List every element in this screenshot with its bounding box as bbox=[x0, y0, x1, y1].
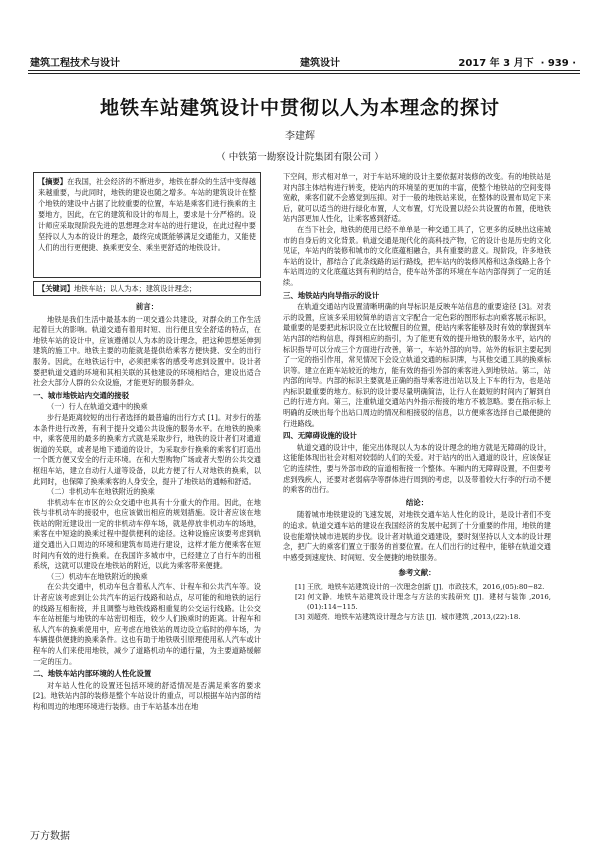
body-paragraph: 在当下社会，地铁的使用已经不单单是一种交通工具了，它更多的反映出这座城市的自身后的文化背景。轨道交通是现代化的高科技产物，它的设计也是历史的文化见证，车站内的装修和城市的文化底蕴相融合，具有重要的意义。现阶段，许多地铁车站的设计，都结合了此条线路的运行路线，把车站内的装修风格和这条线路上各个车站周边的文化底蕴达到有利的结合，使车站外部的环境在车站内部得到了一定的延续。 bbox=[283, 224, 551, 287]
section-heading: 一、城市地铁站内交通的接驳 bbox=[33, 390, 130, 400]
footer-watermark: 万方数据 bbox=[30, 831, 70, 842]
section-name: 建筑设计 bbox=[300, 58, 340, 69]
issue-and-page bbox=[458, 54, 576, 69]
right-column bbox=[283, 172, 551, 622]
subsection-heading: （一）行人在轨道交通中的换乘 bbox=[47, 402, 148, 412]
section-heading: 三、地铁站内向导指示的设计 bbox=[283, 290, 380, 300]
abstract-paragraph bbox=[38, 176, 256, 253]
header-rule-thin bbox=[28, 73, 580, 74]
author-name: 李建辉 bbox=[285, 131, 315, 142]
issue-date: 2017 年 3 月下 bbox=[458, 58, 534, 69]
page-number: · 939 · bbox=[540, 58, 576, 69]
keywords-box bbox=[33, 281, 261, 296]
article-title: 地铁车站建筑设计中贯彻以人为本理念的探讨 bbox=[99, 97, 500, 119]
body-paragraph: 轨道交通的设计中，能完出体现以人为本的设计理念的地方就是无障碍的设计，这能能体现出社会对相对较弱的人们的关爱。对于站内的出入通道的设计，应该保证它的连续性，要与外部市政的盲道相衔接一个整体。车厢内的无障碍设置，不但要考虑到残疾人，还要对老弱病孕等群体进行周到的考虑，以及带着较大行李的行动不便的乘客的出行。 bbox=[283, 442, 551, 495]
subsection-heading: （三）机动车在地铁附近的换乘 bbox=[47, 571, 148, 581]
abstract-label: 【摘要】 bbox=[38, 177, 68, 186]
body-paragraph: 步行是距离较短的出行者选择的最普遍的出行方式 [1]。对步行的基本条件进行改善，有利于提升交通公共设施的服务水平。在地铁的换乘中，乘客使用的最多的换乘方式就是采取步行，地铁的设计者们对通道街道的关联，或者是地下通道的设计，为采取步行换乘的乘客们打造出一个既方便又安全的行走环境。在和大型购物广场或者大型的公共交通枢纽车站，建立自动行人道等设备，以此方便了行人对地铁的换乘，以此同时，也保障了换乘乘客的人身安全，提升了地铁站的通畅和舒适。 bbox=[33, 412, 261, 486]
section-heading: 二、地铁车站内部环境的人性化设置 bbox=[33, 669, 152, 679]
running-header bbox=[18, 52, 580, 68]
section-heading: 四、无障碍设施的设计 bbox=[283, 431, 357, 441]
journal-name: 建筑工程技术与设计 bbox=[30, 58, 120, 69]
author-affiliation: （ 中铁第一勘察设计院集团有限公司 ） bbox=[216, 152, 384, 163]
body-paragraph: 在轨道交通站内设置清晰明确的向导标识是反映车站信息的重要途径 [3]。对表示的设置，应该多采用较简单的语言文字配合一定色彩的图形标志向乘客展示标识，最重要的是要把此标识设立在比较醒目的位置，使站内乘客能够及时有效的掌握到车站内部的结构信息，得到相应的指引，为了能更有效的提升地铁的服务水平，站内的标识指导可以分成三个方面进行改善，第一，车站外部的向导。站外的标识主要起到了一定的指引作用，常见情况下会设立轨道交通的标识牌，与其他交通工具的换乘标识等。建立在距车站较近的地方，能有效的指引外部的乘客进入到地铁站。第二，站内部的向导。内部的标识主要就是正确的指导乘客进出站以及上下车的行为，也是站内标识最重要的地方。标识的设计要尽量明确简洁，让行人在最短的时间内了解到自己的行进方向。第三，注重轨道交通站内外指示衔接的地方不被忽略。要在指示标上明确的反映出每个出站口周边的情况和相接驳的信息，以方便乘客选择自己最便捷的行进路线。 bbox=[283, 302, 551, 428]
keywords-text: 地铁车站；以人为本；建筑设计理念； bbox=[73, 284, 197, 293]
body-paragraph: 下空间，形式相对单一，对于车站环境的设计主要依据对装修的改变。有的地铁站是对内部主体结构进行转变，使站内的环境显的更加的丰富，使整个地铁站的空间变得宽敞，乘客们就不会感觉到压抑。对于一般的地铁站来说，在整体的设置布局定下来后，就可以适当的进行绿化布置，人文布置，灯光设置以经公共设置的布置，使地铁站内部更加人性化，让乘客感到舒适。 bbox=[283, 172, 551, 224]
body-paragraph: 非机动车在市区的公众交通中也具有十分重大的作用。因此，在地铁与非机动车的接驳中，也应该做出相应的规划措施。设计者应该在地铁站的附近建设出一定的非机动车停车场，就是停放非机动车的场地，乘客在中短途的换乘过程中提供便利的途径。这种设施应该要考虑到轨道交通出入口周边的环境和建筑布局进行建设，这样才能方便乘客在短时间内有效的进行换乘。在我国许多城市中，已经建立了自行车的出租系统，这就可以建设在地铁站的附近，以此为乘客带来便捷。 bbox=[33, 497, 261, 571]
centered-heading: 结论： bbox=[405, 497, 429, 507]
subsection-heading: （二）非机动车在地铁附近的换乘 bbox=[47, 487, 155, 497]
reference-entry: [3] 刘超亮．地铁车站建筑设计理念与方法 [J]．城市建筑 ,2013,(22):18. bbox=[295, 612, 521, 621]
body-paragraph: 地铁是我们生活中最基本的一项交通公共建设，对群众的工作生活起着巨大的影响。轨道交通有着用时短、出行便且安全舒适的特点，在地铁车站的设计中，应该遵循以人为本的设计理念，把这种思想延伸到建筑的施工中。地铁主要的功能就是提供给乘客方便快捷、安全的出行服务。因此，在地铁运行中，必须把乘客的感受考虑到设置中。设计者要把轨道交通的环境和其相关联的其他建设的环境相结合，建设出适合社会大部分人群的公众设施，才能更好的服务群众。 bbox=[33, 314, 261, 388]
body-paragraph: 在公共交通中，机动车包含着私人汽车、计程车和公共汽车等。设计者应该考虑到让公共汽车的运行线路和站点，尽可能的和地铁的运行的线路互相衔接，并且调整与地铁线路相重复的公交运行线路。让公交车在站桩能与地铁的车站密切相连，较少人们换乘时的距离。计程车和私人汽车的换乘使用中，应考虑在地铁站的周边设立临时的停车场，为车辆提供便捷的换乘条件。这也有助于地铁吸引原理使用私人汽车或计程车的人们来使用地铁，减少了道路机动车的通行量，为主要道路缓解一定的压力。 bbox=[33, 582, 261, 666]
keywords-label: 【关键词】 bbox=[38, 284, 74, 293]
abstract-text: 在我国，社会经济的不断进步，地铁在群众的生活中变得越来越重要，与此同时，地铁的建设也随之增多。车站的建筑设计在整个地铁的建设中占据了比较重要的位置，车站是乘客们进行换乘的主要地方，因此，在它的建筑和设计的布局上，要求是十分严格的。设计师应采取现阶段先进的思想理念对车站的进行建设，在此过程中要坚持以人为本的设计的理念，最终完成既能够满足交通能力，又能使人们的出行更便捷、换乘更安全、乘坐更舒适的地铁设计。 bbox=[38, 177, 256, 252]
reference-entry: [1] 王欣．地铁车站建筑设计的一次理念创新 [J]．市政技术，2016,(05):80−82. bbox=[295, 582, 545, 591]
reference-entry: [2] 何文静．地铁车站建筑设计理念与方法的实践研究 [J]．建材与装饰 ,2016,(01):114−115. bbox=[295, 592, 551, 611]
left-column bbox=[33, 300, 261, 713]
header-rule-thick bbox=[28, 70, 580, 71]
abstract-box bbox=[33, 172, 261, 278]
centered-heading: 前言： bbox=[135, 302, 159, 311]
body-paragraph: 对车站人性化的设置还包括环境的舒适情况是否满足乘客的要求 [2]。地铁站内部的装修是整个车站设计的重点，可以根据车站内部的结构和周边的地理环境进行装修。由于车站基本出在地 bbox=[33, 680, 261, 711]
body-paragraph: 随着城市地铁建设的飞速发展，对地铁交通车站人性化的设计，是设计者们不变的追求。轨道交通车站的建设在我国经济的发展中起到了十分重要的作用，地铁的建设也能增快城市进展的步伐。设计者对轨道交通建设，要时刻坚持以人文本的设计理念，把广大的乘客们置立于服务的首要位置。在人们出行的过程中，能够在轨道交通中感受到速度快、时间短、安全便捷的地铁服务。 bbox=[283, 510, 551, 562]
references-heading: 参考文献： bbox=[398, 568, 436, 578]
